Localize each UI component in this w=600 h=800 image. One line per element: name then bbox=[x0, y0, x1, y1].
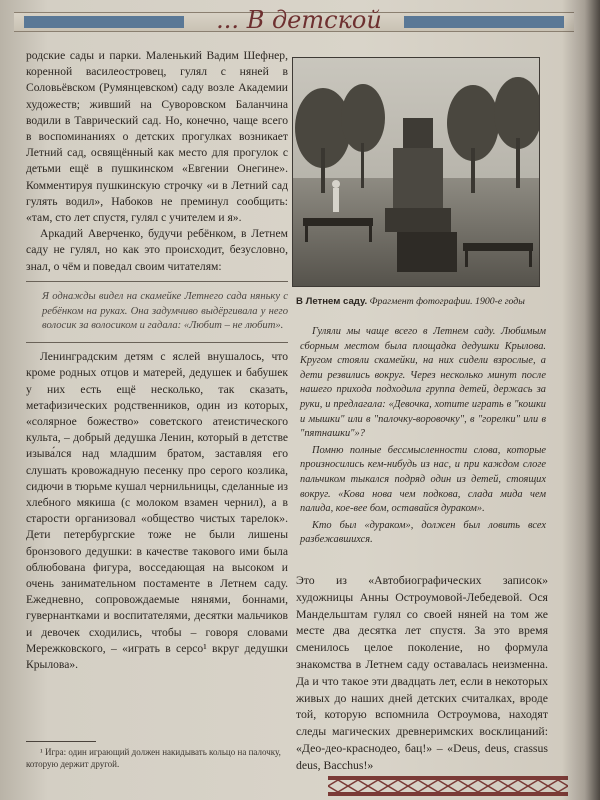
paragraph-3: Ленинградским детям с яслей внушалось, что кроме родных отцов и матерей, дедушек и бабушек у них есть ещё несколько, так сказать, метафизических родственников, один из которых, «солярное божество» советского атеистического культа, – добрый дедушка Ленин, который в детстве изыва́лся над младшим братом, заставляя его слушать кровожадную песенку про серого козлика, сидючи в тюрьме кушал чернильницы, сделанные из хлебного мякиша (с молоком взамен чернил), а в старости организовал «общество чистых тарелок». Дети петербургские тоже не были лишены бронзового дедушки: в качестве такового ими была облюбована фигура, восседающая на высоком и очень занимательном постаменте в Летнем саду. Ежедневно, сопровождаемые нянями, боннами, гувернантками и воспитателями, десятки мальчиков и девочек сходились, чтобы – говоря словами Мережковского, – «играть в серсо¹ вкруг дедушки Крылова». bbox=[26, 350, 288, 672]
quote-rule-top bbox=[26, 281, 288, 282]
photo-illustration bbox=[293, 58, 540, 287]
quote-rule-bottom bbox=[26, 342, 288, 343]
ornament-border bbox=[328, 770, 568, 800]
header-title: ... В детской bbox=[216, 6, 382, 34]
ostroumova-quote bbox=[300, 325, 546, 550]
quote-paragraph-3: Кто был «дураком», должен был ловить всех разбежавшихся. bbox=[300, 519, 546, 546]
photo-caption bbox=[296, 295, 546, 308]
paragraph-1: родские сады и парки. Маленький Вадим Шефнер, коренной василеостровец, гулял с няней в Соловьёвском (Румянцевском) саду возле Академии художеств; живший на Суворовском Баланчина водили в Таврический сад. Но, конечно, чаще всего в воспоминаниях о детских прогулках возникает Летний сад, освящённый как место для прогулок с детьми ещё в пушкинском «Евгении Онегине». Комментируя пушкинскую строчку «и в Летний сад гулять водил», Набоков не преминул сообщить: «там, сто лет спустя, гулял с учителем и я». bbox=[26, 49, 288, 225]
quote-paragraph-1: Гуляли мы чаще всего в Летнем саду. Любимым сборным местом была площадка дедушки Крылова. Кругом стояли скамейки, на них сидели взрослые, а дети резвились вокруг. Через несколько минут после нашего прихода подходила группа детей, держась за руки, и предлагала: «Девочка, хотите играть в "кошки и мышки" или в "палочку-воровочку", в "горелки" или в "пятнашки"»? bbox=[300, 326, 546, 440]
averchenko-quote: Я однажды видел на скамейке Летнего сада няньку с ребёнком на руках. Она задумчиво выдёргивала у него волосик за волосиком и гадала: «Любит – не любит». bbox=[42, 290, 288, 332]
paragraph-2: Аркадий Аверченко, будучи ребёнком, в Летнем саду не гулял, но как это происходит, безусловно, знал, о чём и поведал своим читателям: bbox=[26, 227, 288, 273]
quote-paragraph-2: Помню полные бессмысленности слова, которые произносились кем-нибудь из нас, и при каждом слоге пальчиком тыкался подряд один из детей, стоящих вокруг. «Кова нова чем подкова, слада мида чем палида, кое-вее бом, оставайся дураком». bbox=[300, 444, 546, 515]
footnote-rule bbox=[26, 741, 96, 742]
summer-garden-photo bbox=[292, 57, 540, 287]
running-header bbox=[14, 2, 574, 38]
spine-shadow bbox=[562, 0, 600, 800]
header-bar-right bbox=[404, 16, 564, 28]
ornament-pattern bbox=[328, 770, 568, 800]
footnote: ¹ Игра: один играющий должен накидывать кольцо на палочку, которую держит другой. bbox=[26, 747, 281, 769]
caption-text: Фрагмент фотографии. 1900-е годы bbox=[367, 296, 525, 307]
caption-title: В Летнем саду. bbox=[296, 296, 368, 307]
header-bar-left bbox=[24, 16, 184, 28]
left-column bbox=[26, 48, 288, 673]
right-body-paragraph: Это из «Автобиографических записок» художницы Анны Остроумовой-Лебедевой. Ося Мандельштам гулял со своей няней на том же месте два десятка лет спустя. За это время сменилось целое поколение, но формула знакомства в Летнем саду оставалась неизменна. Да и что такое эти двадцать лет, если в некоторых живых до наших дней детских считалках, вроде той, которую вспомнила Остроумова, находят следы магических древнеримских восклицаний: «Део-део-краснодео, бац!» – «Deus, deus, crassus deus, Bacchus!» bbox=[296, 573, 548, 772]
